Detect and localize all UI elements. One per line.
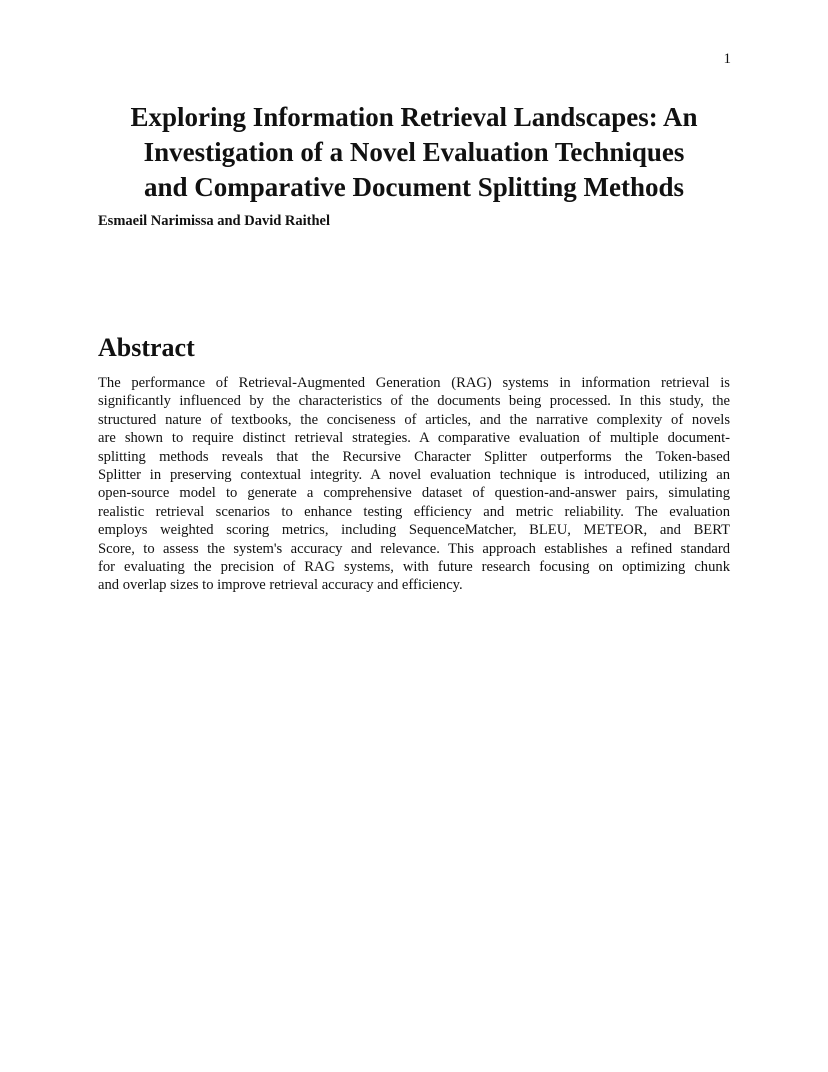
abstract-line: and overlap sizes to improve retrieval accuracy and efficiency. bbox=[98, 577, 463, 594]
abstract-line: splitting methods reveals that the Recursive Character Splitter outperforms the Token-based bbox=[98, 448, 730, 465]
paper-title bbox=[80, 100, 748, 205]
abstract-body bbox=[98, 374, 730, 595]
abstract-line: for evaluating the precision of RAG systems, with future research focusing on optimizing chunk bbox=[98, 559, 730, 576]
author-list: Esmaeil Narimissa and David Raithel bbox=[98, 213, 331, 229]
abstract-line: significantly influenced by the characteristics of the documents being processed. In this study, the bbox=[98, 393, 730, 410]
abstract-line: The performance of Retrieval-Augmented Generation (RAG) systems in information retrieval is bbox=[98, 375, 730, 391]
abstract-line: Splitter in preserving contextual integrity. A novel evaluation technique is introduced, utilizing an bbox=[98, 467, 730, 484]
abstract-line: open-source model to generate a comprehensive dataset of question-and-answer pairs, simulating bbox=[98, 485, 730, 502]
abstract-heading: Abstract bbox=[98, 333, 195, 362]
page-number: 1 bbox=[723, 51, 731, 67]
abstract-line: are shown to require distinct retrieval strategies. A comparative evaluation of multiple document- bbox=[98, 430, 730, 447]
title-line: Investigation of a Novel Evaluation Techniques bbox=[143, 137, 685, 167]
abstract-line: structured nature of textbooks, the conciseness of articles, and the narrative complexity of novels bbox=[98, 411, 730, 428]
abstract-line: Score, to assess the system's accuracy and relevance. This approach establishes a refined standard bbox=[98, 540, 730, 557]
title-line: and Comparative Document Splitting Methods bbox=[143, 172, 684, 202]
abstract-line: realistic retrieval scenarios to enhance testing efficiency and metric reliability. The evaluation bbox=[98, 503, 730, 520]
abstract-line: employs weighted scoring metrics, including SequenceMatcher, BLEU, METEOR, and BERT bbox=[98, 522, 730, 539]
title-line: Exploring Information Retrieval Landscapes: An bbox=[130, 102, 698, 132]
